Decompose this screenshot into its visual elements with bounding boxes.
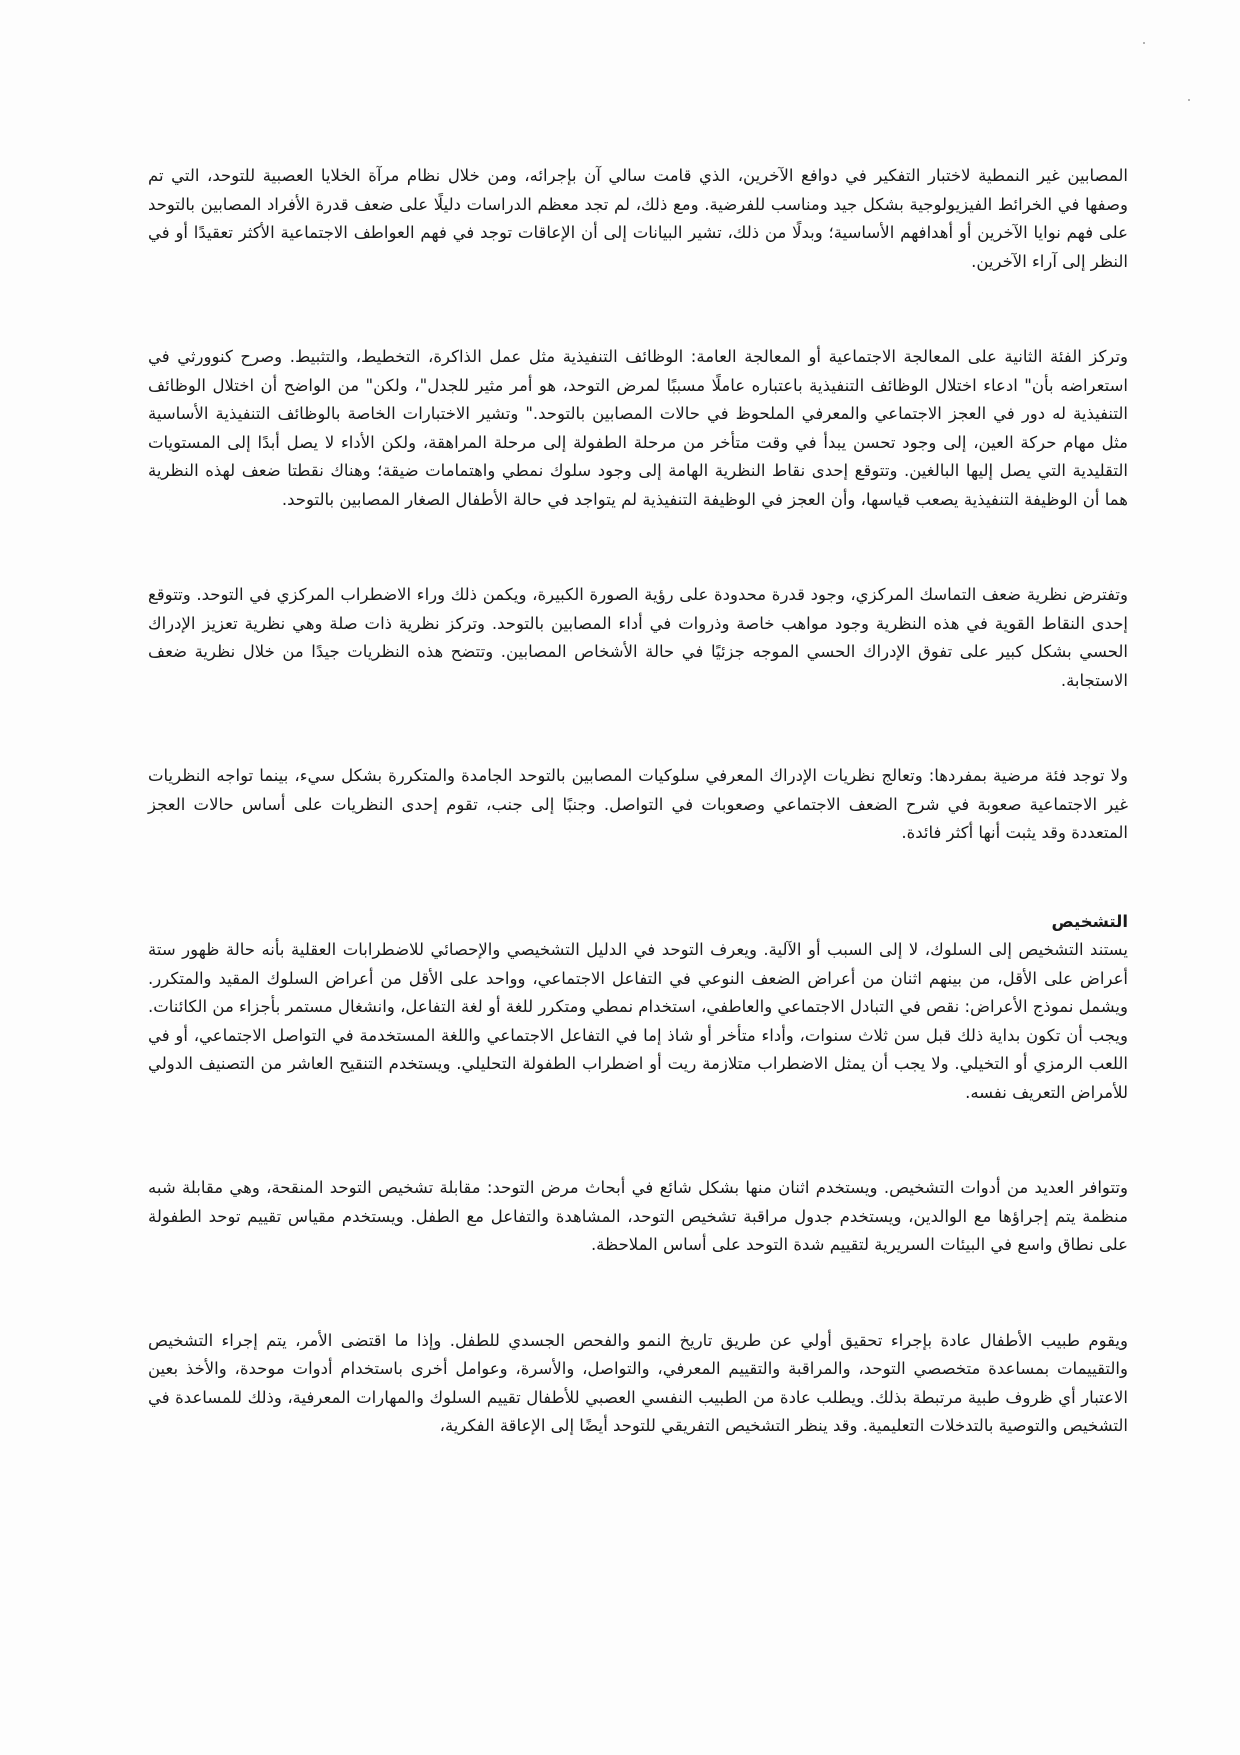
section-heading-diagnosis: التشخيص — [1051, 911, 1128, 931]
paragraph-diagnosis-criteria: يستند التشخيص إلى السلوك، لا إلى السبب أو الآلية. ويعرف التوحد في الدليل التشخيصي والإحصائي للاضطرابات العقلية بأنه حالة ظهور ستة أعراض على الأقل، من بينهم اثنان من أعراض الضعف النوعي في التفاعل الاجتماعي، وواحد على الأقل من أعراض السلوك المقيد والمتكرر. ويشمل نموذج الأعراض: نقص في التبادل الاجتماعي والعاطفي، استخدام نمطي ومتكرر للغة أو لغة التفاعل، وانشغال مستمر بأجزاء من الكائنات. ويجب أن تكون بداية ذلك قبل سن ثلاث سنوات، وأداء متأخر أو شاذ إما في التفاعل الاجتماعي واللغة المستخدمة في التواصل الاجتماعي، أو في اللعب الرمزي أو التخيلي. ولا يجب أن يمثل الاضطراب متلازمة ريت أو اضطراب الطفولة التحليلي. ويستخدم التنقيح العاشر من التصنيف الدولي للأمراض التعريف نفسه. — [148, 940, 1128, 1102]
scan-speck — [1188, 99, 1190, 101]
paragraph-executive-function: وتركز الفئة الثانية على المعالجة الاجتماعية أو المعالجة العامة: الوظائف التنفيذية مثل عمل الذاكرة، التخطيط، والتثبيط. وصرح كنوورثي في استعراضه بأن" ادعاء اختلال الوظائف التنفيذية باعتباره عاملًا مسببًا لمرض التوحد، هو أمر مثير للجدل"، ولكن" من الواضح أن اختلال الوظائف التنفيذية له دور في العجز الاجتماعي والمعرفي الملحوظ في حالات المصابين بالتوحد." وتشير الاختبارات الخاصة بالوظائف التنفيذية الأساسية مثل مهام حركة العين، إلى وجود تحسن يبدأ في وقت متأخر من مرحلة الطفولة إلى مرحلة المراهقة، ولكن الأداء لا يصل أبدًا إلى المستويات التقليدية التي يصل إليها البالغين. وتتوقع إحدى نقاط النظرية الهامة إلى وجود سلوك نمطي واهتمامات ضيقة؛ وهناك نقطتا ضعف لهذه النظرية هما أن الوظيفة التنفيذية يصعب قياسها، وأن العجز في الوظيفة التنفيذية لم يتواجد في حالة الأطفال الصغار المصابين بالتوحد. — [148, 347, 1128, 509]
paragraph-pediatric-assessment: ويقوم طبيب الأطفال عادة بإجراء تحقيق أولي عن طريق تاريخ النمو والفحص الجسدي للطفل. وإذا ما اقتضى الأمر، يتم إجراء التشخيص والتقييمات بمساعدة متخصصي التوحد، والمراقبة والتقييم المعرفي، والتواصل، والأسرة، وعوامل أخرى باستخدام أدوات موحدة، والأخذ بعين الاعتبار أي ظروف طبية مرتبطة بذلك. ويطلب عادة من الطبيب النفسي العصبي للأطفال تقييم السلوك والمهارات المعرفية، وذلك للمساعدة في التشخيص والتوصية بالتدخلات التعليمية. وقد ينظر التشخيص التفريقي للتوحد أيضًا إلى الإعاقة الفكرية، — [148, 1330, 1128, 1435]
paragraph-central-coherence: وتفترض نظرية ضعف التماسك المركزي، وجود قدرة محدودة على رؤية الصورة الكبيرة، ويكمن ذلك وراء الاضطراب المركزي في التوحد. وتتوقع إحدى النقاط القوية في هذه النظرية وجود مواهب خاصة وذروات في أداء المصابين بالتوحد. وتركز نظرية ذات صلة وهي نظرية تعزيز الإدراك الحسي بشكل كبير على تفوق الإدراك الحسي الموجه جزئيًا في حالة الأشخاص المصابين. وتتضح هذه النظريات جيدًا من خلال نظرية ضعف الاستجابة. — [148, 585, 1128, 690]
page-body — [148, 162, 1128, 1441]
paragraph-theory-of-mind: المصابين غير النمطية لاختبار التفكير في دوافع الآخرين، الذي قامت سالي آن بإجرائه، ومن خلال نظام مرآة الخلايا العصبية للتوحد، التي تم وصفها في الخرائط الفيزيولوجية بشكل جيد ومناسب للفرضية. ومع ذلك، لم تجد معظم الدراسات دليلًا على ضعف قدرة الأفراد المصابين بالتوحد على فهم نوايا الآخرين أو أهدافهم الأساسية؛ وبدلًا من ذلك، تشير البيانات إلى أن الإعاقات توجد في فهم العواطف الاجتماعية الأكثر تعقيدًا أو في النظر إلى آراء الآخرين. — [148, 166, 1128, 271]
scan-speck — [1143, 42, 1145, 44]
paragraph-multiple-deficits: ولا توجد فئة مرضية بمفردها: وتعالج نظريات الإدراك المعرفي سلوكيات المصابين بالتوحد الجامدة والمتكررة بشكل سيء، بينما تواجه النظريات غير الاجتماعية صعوبة في شرح الضعف الاجتماعي وصعوبات في التواصل. وجنبًا إلى جنب، تقوم إحدى النظريات على أساس حالات العجز المتعددة وقد يثبت أنها أكثر فائدة. — [148, 766, 1128, 842]
paragraph-diagnosis-tools: وتتوافر العديد من أدوات التشخيص. ويستخدم اثنان منها بشكل شائع في أبحاث مرض التوحد: مقابلة تشخيص التوحد المنقحة، وهي مقابلة شبه منظمة يتم إجراؤها مع الوالدين، ويستخدم جدول مراقبة تشخيص التوحد، المشاهدة والتفاعل مع الطفل. ويستخدم مقياس تقييم توحد الطفولة على نطاق واسع في البيئات السريرية لتقييم شدة التوحد على أساس الملاحظة. — [148, 1178, 1128, 1254]
